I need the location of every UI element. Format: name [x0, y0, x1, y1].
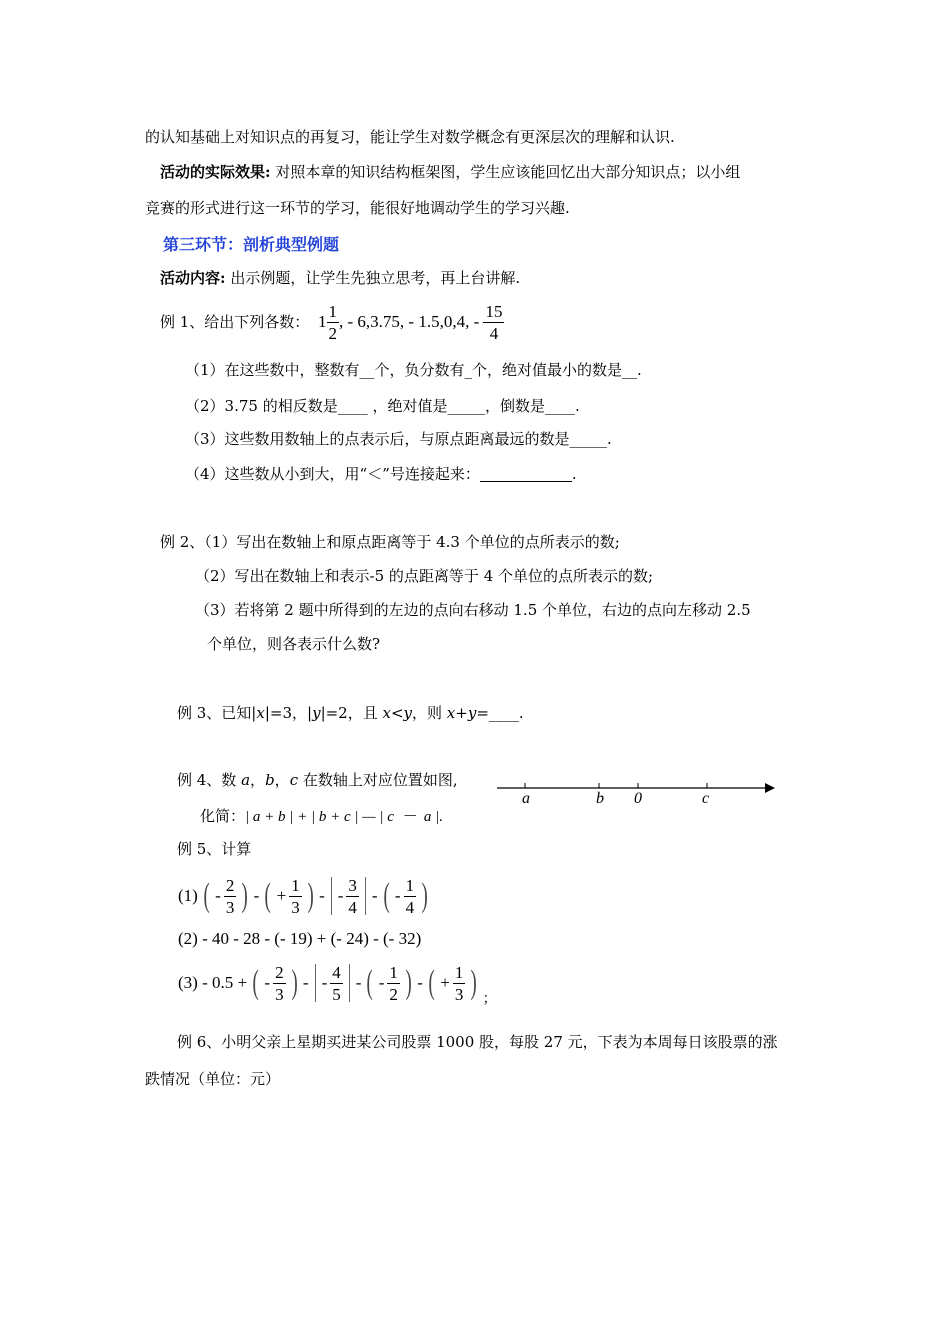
activity-content	[160, 268, 520, 288]
intro-line: 的认知基础上对知识点的再复习，能让学生对数学概念有更深层次的理解和认识.	[145, 128, 675, 146]
ex3-c: |=2，且	[320, 704, 383, 722]
ex4-var-b: b	[265, 771, 275, 789]
ex2-q3a: （3）若将第 2 题中所得到的左边的点向右移动 1.5 个单位，右边的点向左移动 2.5	[195, 601, 751, 619]
ex3-d: ，则	[412, 704, 447, 722]
ex5-problem1: (1) ( - $\frac{2}{3}$ ) - ( + $\frac{1}{3}$ ) - - $\frac{3}{4}$ - ( - $\frac{1}{4}$ )	[178, 875, 428, 917]
fraction: $\frac{2}{3}$	[225, 875, 235, 917]
ex1-mixed-whole: 1	[318, 312, 327, 331]
ex5-p3-label: (3) - 0.5 +	[178, 973, 248, 992]
fraction: $\frac{3}{4}$	[348, 875, 357, 917]
ex4-expression: | a + b | + | b + c | — | c － a |.	[245, 809, 444, 825]
ex3-condition: x<y	[382, 704, 413, 722]
abs-bar	[315, 964, 316, 1002]
axis-label-c: c	[702, 790, 710, 807]
ex2-q3b: 个单位，则各表示什么数?	[207, 635, 381, 653]
ex4-text-a: 例 4、数	[177, 771, 242, 789]
ex3-e: =____.	[476, 704, 524, 722]
ex1-q4-period: .	[571, 465, 577, 483]
axis-label-b: b	[596, 790, 604, 807]
ex4-sep2: ，	[274, 771, 290, 789]
ex1-q2: （2）3.75 的相反数是____ ，绝对值是_____，倒数是____.	[185, 397, 580, 415]
ex4-simplify-label: 化简：	[200, 807, 246, 825]
ex1-q3: （3）这些数用数轴上的点表示后，与原点距离最远的数是_____.	[185, 430, 612, 448]
ex1-q4	[185, 464, 577, 484]
fraction: $\frac{2}{3}$	[275, 962, 284, 1004]
ex1-q4-blank	[480, 465, 572, 482]
axis-label-zero: 0	[634, 790, 642, 807]
ex5-semicolon: ；	[482, 992, 497, 1007]
ex1-fraction-last: $\frac{15}{4}$	[485, 301, 503, 343]
ex4-sep1: ，	[250, 771, 266, 789]
ex5-problem2: (2) - 40 - 28 - (- 19) + (- 24) - (- 32)	[178, 929, 422, 948]
fraction: $\frac{1}{4}$	[405, 875, 415, 917]
ex5-label: 例 5、计算	[177, 840, 252, 858]
ex4-line1	[177, 770, 458, 790]
ex3-y: y	[312, 704, 321, 722]
effect-line2: 竞赛的形式进行这一环节的学习，能很好地调动学生的学习兴趣.	[145, 199, 570, 217]
effect-paragraph	[160, 162, 740, 182]
effect-text: 对照本章的知识结构框架图，学生应该能回忆出大部分知识点；以小组	[270, 163, 741, 181]
number-line-arrow	[765, 783, 775, 793]
ex3-a: 例 3、已知|	[177, 704, 257, 722]
ex3-b: |=3，|	[264, 704, 313, 722]
ex5-p1-label: (1)	[178, 886, 198, 905]
content-text: 出示例题，让学生先独立思考，再上台讲解.	[225, 269, 521, 287]
section-heading: 第三环节：剖析典型例题	[163, 235, 340, 254]
ex1-fraction-half: $\frac{1}{2}$	[328, 301, 337, 343]
fraction: $\frac{1}{3}$	[291, 875, 300, 917]
ex4-var-a: a	[241, 771, 251, 789]
ex5-problem3: (3) - 0.5 + ( - $\frac{2}{3}$ ) - - $\frac{4}{5}$ - ( - $\frac{1}{2}$ ) - ( + $\frac{1}{3}$ ) ；	[178, 962, 497, 1007]
axis-label-a: a	[522, 790, 530, 807]
abs-bar	[331, 877, 332, 915]
ex3-sum: x+y	[446, 704, 477, 722]
ex1-numbers	[318, 302, 504, 342]
ex2-q1: 例 2、（1）写出在数轴上和原点距离等于 4.3 个单位的点所表示的数;	[160, 533, 620, 551]
abs-bar	[365, 877, 366, 915]
effect-label: 活动的实际效果:	[160, 163, 271, 181]
ex3-x: x	[256, 704, 265, 722]
ex4-line2	[200, 806, 443, 827]
fraction: $\frac{1}{2}$	[389, 962, 398, 1004]
ex1-q4-text: （4）这些数从小到大，用“＜”号连接起来：	[185, 465, 480, 483]
ex1-q1: （1）在这些数中，整数有__个，负分数有_个，绝对值最小的数是__.	[185, 361, 642, 379]
number-line-diagram	[495, 772, 780, 812]
abs-bar	[349, 964, 350, 1002]
ex6-line2: 跌情况（单位：元）	[145, 1070, 281, 1088]
ex4-text-b: 在数轴上对应位置如图,	[298, 771, 458, 789]
content-label: 活动内容:	[160, 269, 226, 287]
ex4-var-c: c	[289, 771, 299, 789]
ex3-line	[177, 703, 524, 723]
fraction: $\frac{1}{3}$	[454, 962, 464, 1004]
ex1-number-list: , - 6,3.75, - 1.5,0,4, -	[339, 312, 484, 331]
ex2-q2: （2）写出在数轴上和表示-5 的点距离等于 4 个单位的点所表示的数;	[195, 567, 654, 585]
ex6-line1: 例 6、小明父亲上星期买进某公司股票 1000 股，每股 27 元，下表为本周每日该股票的涨	[177, 1033, 778, 1051]
fraction: $\frac{4}{5}$	[332, 962, 341, 1004]
ex1-label: 例 1、给出下列各数：	[160, 313, 310, 331]
